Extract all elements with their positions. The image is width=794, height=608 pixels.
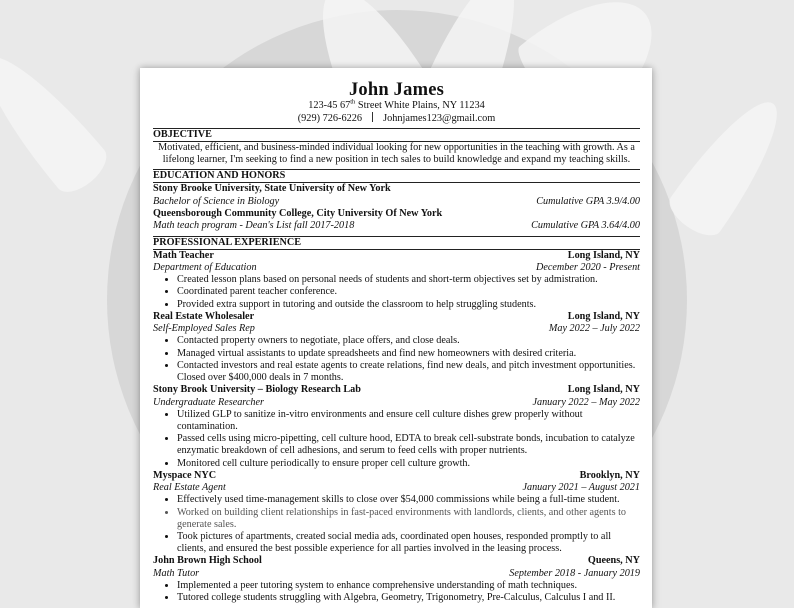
school-name: Queensborough Community College, City University Of New York (153, 208, 443, 219)
job-org: Stony Brook University – Biology Research Lab (153, 384, 361, 396)
job-bullet: • Passed cells using micro-pipetting, cell culture hood, EDTA to break cell-substrate bonds, incubation to catalyze enzymatic breakdown of cell adhesions, and serum to feed cells with proper nutrients. (177, 433, 640, 457)
job-role: Self-Employed Sales Rep (153, 323, 255, 335)
objective-text: Motivated, efficient, and business-minded individual looking for new opportunities in the teaching with growth. As a lifelong learner, I'm seeking to find a new position in tech sales to build knowledge and expand my teaching skills. (158, 142, 635, 166)
job-role: Undergraduate Researcher (153, 396, 264, 408)
job-bullet: • Managed virtual assistants to update spreadsheets and find new homeowners with desired criteria. (177, 348, 640, 360)
gpa: Cumulative GPA 3.9/4.00 (536, 195, 640, 207)
job-bullet: • Monitored cell culture periodically to ensure proper cell culture growth. (177, 458, 640, 470)
job-dates: January 2021 – August 2021 (522, 482, 640, 494)
job-dates: May 2022 – July 2022 (548, 323, 640, 335)
job-entry (153, 311, 640, 384)
job-bullet: • Implemented a peer tutoring system to enhance comprehensive understanding of math techniques. (177, 580, 640, 592)
job-location: Brooklyn, NY (579, 469, 640, 481)
school-name: Stony Brooke University, State University of New York (153, 183, 391, 195)
degree: Math teach program - Dean's List fall 2017-2018 (153, 220, 355, 232)
education-item (153, 183, 640, 208)
job-dates: December 2020 - Present (535, 261, 640, 273)
job-location: Long Island, NY (567, 384, 640, 396)
background-leaf (662, 86, 794, 243)
job-role: Department of Education (153, 261, 257, 273)
resume-header (153, 80, 640, 125)
job-dates: January 2022 – May 2022 (532, 396, 640, 408)
address-line: 123-45 67th Street White Plains, NY 11234 (308, 98, 485, 111)
email: Johnjames123@gmail.com (383, 113, 496, 124)
contact-divider (372, 112, 373, 122)
degree: Bachelor of Science in Biology (153, 195, 280, 207)
job-org: Math Teacher (153, 249, 214, 261)
job-location: Long Island, NY (567, 249, 640, 261)
job-bullet: • Utilized GLP to sanitize in-vitro environments and ensure cell culture dishes grew properly without contamination. (177, 409, 640, 433)
candidate-name: John James (348, 80, 445, 100)
job-role: Math Tutor (153, 567, 200, 579)
job-dates: September 2018 - January 2019 (509, 567, 640, 579)
contact-line (153, 112, 640, 125)
job-entry (153, 384, 640, 470)
job-bullet: • Tutored college students struggling with Algebra, Geometry, Trigonometry, Pre-Calculus, Calculus I and II. (177, 592, 640, 604)
background-leaf (0, 39, 114, 200)
job-bullet: • Coordinated parent teacher conference. (177, 286, 640, 298)
phone: (929) 726-6226 (297, 113, 363, 124)
job-bullet: • Worked on building client relationships in fast-paced environments with landlords, clients, and other agents to generate sales. (177, 507, 640, 531)
job-bullet: • Took pictures of apartments, created social media ads, coordinated open houses, responded promptly to all clients, and ensured the best possible experience for all parties involved in the leasing process. (177, 531, 640, 555)
job-bullet: • Contacted investors and real estate agents to create relations, find new deals, and pitch investment opportunities. Closed over $400,000 deals in 7 months. (177, 360, 640, 384)
gpa: Cumulative GPA 3.64/4.00 (531, 220, 640, 232)
job-org: Myspace NYC (153, 469, 217, 481)
resume-page (140, 68, 652, 608)
job-entry (153, 250, 640, 311)
job-bullet: • Created lesson plans based on personal needs of students and short-term objectives set by admistration. (177, 274, 640, 286)
job-entry (153, 470, 640, 556)
job-bullet: • Contacted property owners to negotiate, place offers, and close deals. (177, 335, 640, 347)
section-experience-heading: PROFESSIONAL EXPERIENCE (153, 236, 640, 250)
job-bullet: • Provided extra support in tutoring and outside the classroom to help struggling students. (177, 299, 640, 311)
education-item (153, 208, 640, 233)
job-entry (153, 555, 640, 604)
section-education-heading: EDUCATION AND HONORS (153, 169, 640, 183)
job-bullet: • Effectively used time-management skills to close over $54,000 commissions while being a full-time student. (177, 494, 640, 506)
job-org: John Brown High School (153, 555, 262, 567)
section-objective-heading: OBJECTIVE (153, 128, 640, 142)
job-location: Long Island, NY (567, 310, 640, 322)
job-org: Real Estate Wholesaler (153, 310, 255, 322)
job-location: Queens, NY (587, 555, 640, 567)
job-role: Real Estate Agent (153, 482, 226, 494)
